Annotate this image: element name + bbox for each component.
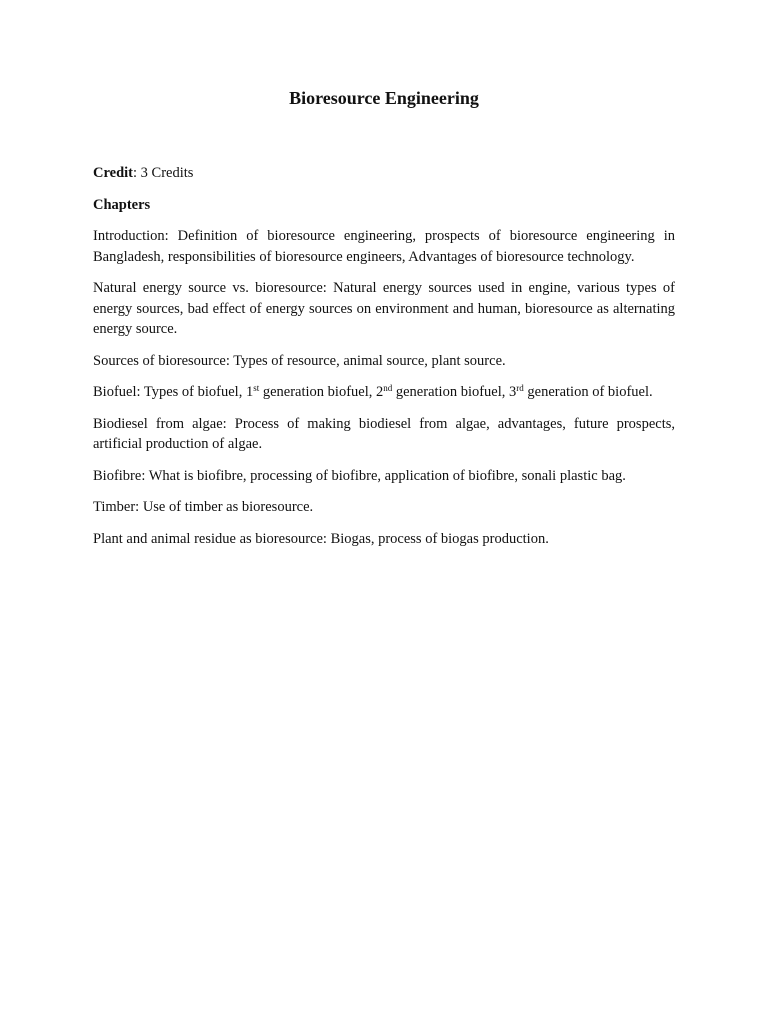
chapter-sources: Sources of bioresource: Types of resource, animal source, plant source. — [93, 352, 506, 369]
chapter-biofuel — [93, 382, 675, 403]
chapter-residue: Plant and animal residue as bioresource: Biogas, process of biogas production. — [93, 530, 549, 547]
credit-label: Credit — [93, 165, 134, 181]
biofuel-text-2: generation biofuel, 2 — [259, 384, 384, 400]
chapter-biofibre: Biofibre: What is biofibre, processing of biofibre, application of biofibre, sonali plastic bag. — [93, 467, 626, 484]
credit-line — [93, 163, 675, 184]
chapter-timber: Timber: Use of timber as bioresource. — [93, 499, 314, 515]
document-page — [93, 86, 675, 560]
biofuel-sup-1: st — [253, 383, 260, 393]
credit-value: : 3 Credits — [133, 165, 194, 181]
chapters-heading: Chapters — [93, 196, 151, 213]
biofuel-text-1: Biofuel: Types of biofuel, 1 — [93, 384, 254, 400]
chapter-introduction: Introduction: Definition of bioresource engineering, prospects of bioresource engineering in Bangladesh, responsibilities of bioresource engineers, Advantages of bioresource technology. — [93, 228, 675, 265]
document-title: Bioresource Engineering — [289, 88, 479, 108]
biofuel-text-4: generation of biofuel. — [523, 384, 653, 400]
biofuel-text-3: generation biofuel, 3 — [392, 384, 517, 400]
biofuel-sup-3: rd — [516, 383, 524, 393]
chapter-natural-energy: Natural energy source vs. bioresource: Natural energy sources used in engine, various types of energy sources, bad effect of energy sources on environment and human, bioresource as alternating energy source. — [93, 280, 675, 337]
biofuel-sup-2: nd — [383, 383, 393, 393]
chapter-biodiesel: Biodiesel from algae: Process of making biodiesel from algae, advantages, future prospects, artificial production of algae. — [93, 415, 675, 452]
